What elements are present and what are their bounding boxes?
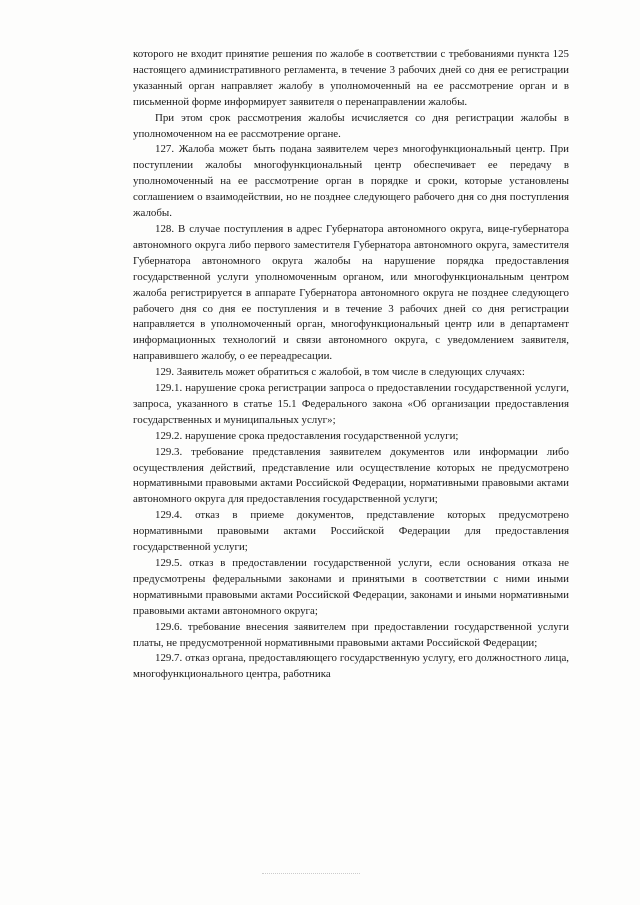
- paragraph: 129.2. нарушение срока предоставления государственной услуги;: [155, 429, 459, 442]
- paragraph: 129.1. нарушение срока регистрации запроса о предоставлении государственной услуги, запроса, указанного в статье 15.1 Федерального закона «Об организации предоставления государственных и муниципальных услуг»;: [133, 382, 569, 426]
- paragraph: 129.4. отказ в приеме документов, представление которых предусмотрено нормативными правовыми актами Российской Федерации для предоставления государственной услуги;: [133, 509, 569, 554]
- paragraph: 129. Заявитель может обратиться с жалобой, в том числе в следующих случаях:: [155, 366, 525, 379]
- paragraph: 128. В случае поступления в адрес Губернатора автономного округа, вице-губернатора автономного округа либо первого заместителя Губернатора автономного округа, заместителя Губернатора автономного округа жалобы на нарушение порядка предоставления государственной услуги уполномоченным органом, или многофункциональным центром жалоба регистрируется в аппарате Губернатора автономного округа не позднее следующего рабочего дня со дня ее поступления и в течение 3 рабочих дней со дня регистрации направляется в уполномоченный орган, многофункциональный центр или в департамент информационных технологий и связи автономного округа, с уведомлением заявителя, направившего жалобу, о ее переадресации.: [133, 222, 569, 363]
- footer-mark: [262, 873, 360, 876]
- paragraph: При этом срок рассмотрения жалобы исчисляется со дня регистрации жалобы в уполномоченном на ее рассмотрение органе.: [133, 111, 569, 140]
- paragraph: 129.7. отказ органа, предоставляющего государственную услугу, его должностного лица, многофункционального центра, работника: [133, 652, 569, 681]
- paragraph: 129.3. требование представления заявителем документов или информации либо осуществления действий, представление или осуществление которых не предусмотрено нормативными правовыми актами Российской Федерации, нормативными правовыми актами автономного округа для предоставления государственной услуги;: [133, 445, 569, 506]
- body-text: [133, 47, 569, 683]
- paragraph: 129.6. требование внесения заявителем при предоставлении государственной услуги платы, не предусмотренной нормативными правовыми актами Российской Федерации;: [133, 620, 569, 649]
- paragraph: которого не входит принятие решения по жалобе в соответствии с требованиями пункта 125 настоящего административного регламента, в течение 3 рабочих дней со дня ее регистрации указанный орган направляет жалобу в уполномоченный на ее рассмотрение орган и в письменной форме информирует заявителя о перенаправлении жалобы.: [133, 48, 569, 108]
- paragraph: 127. Жалоба может быть подана заявителем через многофункциональный центр. При поступлении жалобы многофункциональный центр обеспечивает ее передачу в уполномоченный на ее рассмотрение орган в порядке и сроки, которые установлены соглашением о взаимодействии, но не позднее следующего рабочего дня со дня поступления жалобы.: [133, 143, 569, 220]
- paragraph: 129.5. отказ в предоставлении государственной услуги, если основания отказа не предусмотрены федеральными законами и принятыми в соответствии с ними иными нормативными правовыми актами Российской Федерации, законами и иными нормативными правовыми актами автономного округа;: [133, 557, 569, 617]
